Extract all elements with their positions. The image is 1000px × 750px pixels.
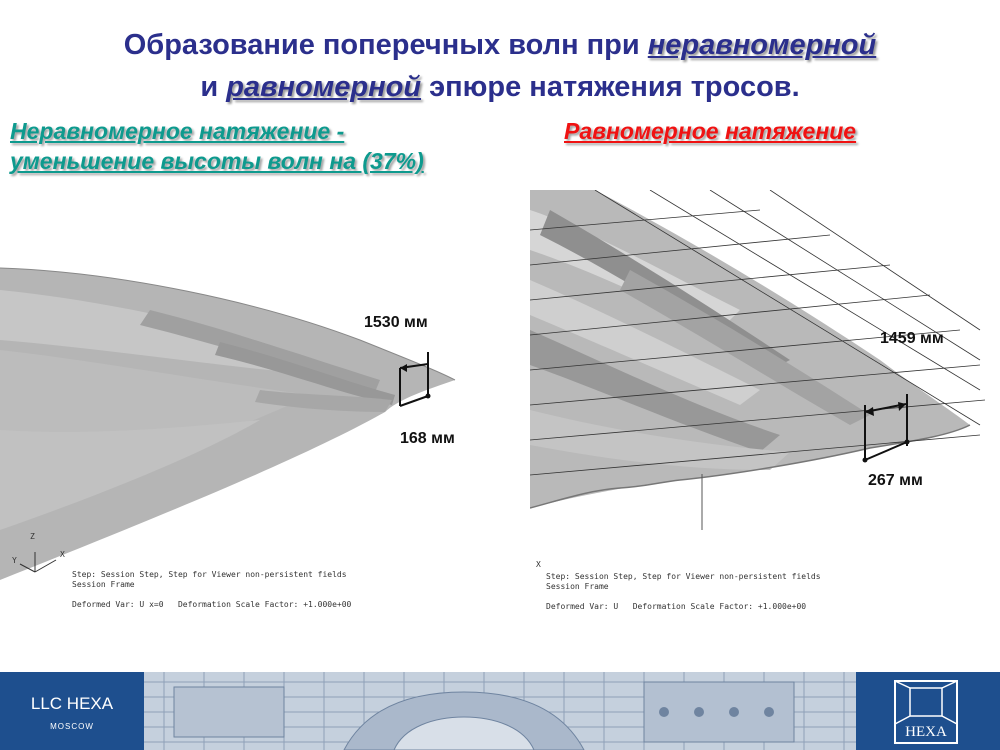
left-axis-x: X [60, 550, 65, 559]
right-fem-model [530, 190, 990, 570]
title-line-2: и равномерной эпюре натяжения тросов. [200, 71, 800, 103]
right-heading: Равномерное натяжение [564, 118, 857, 144]
hexa-logo-text: HEXA [905, 724, 947, 740]
left-fem-model [0, 230, 470, 610]
left-dim-length: 1530 мм [364, 314, 428, 331]
left-viewer-info: Step: Session Step, Step for Viewer non-persistent fields Session Frame Deformed Var: U x=0 Deformation Scale Factor: +1.000e+00 [72, 570, 352, 609]
right-axis-x: X [536, 560, 541, 569]
left-heading: Неравномерное натяжение - уменьшение высоты волн на (37%) [10, 118, 424, 174]
right-viewer-info: Step: Session Step, Step for Viewer non-persistent fields Session Frame Deformed Var: U Deformation Scale Factor: +1.000e+00 [546, 572, 821, 611]
hexa-logo [894, 680, 958, 744]
left-axis-z: Z [30, 532, 35, 541]
left-axis-y: Y [12, 556, 17, 565]
left-fem-svg [0, 230, 470, 610]
title-highlight-uneven: неравномерной [647, 29, 877, 61]
title-highlight-even: равномерной [226, 71, 422, 103]
footer-mesh-image [144, 672, 856, 750]
right-dim-height: 267 мм [868, 472, 923, 489]
right-dim-length: 1459 мм [880, 330, 944, 347]
right-fem-svg [530, 190, 990, 570]
company-logo-text [0, 672, 144, 750]
company-name: LLC HEXA [30, 694, 114, 713]
company-city: MOSCOW [50, 722, 94, 731]
footer-bar [0, 672, 1000, 750]
left-dim-height: 168 мм [400, 430, 455, 447]
slide-title [0, 24, 1000, 108]
footer-mesh-svg [144, 672, 856, 750]
title-line-1: Образование поперечных волн при неравномерной [123, 29, 877, 61]
